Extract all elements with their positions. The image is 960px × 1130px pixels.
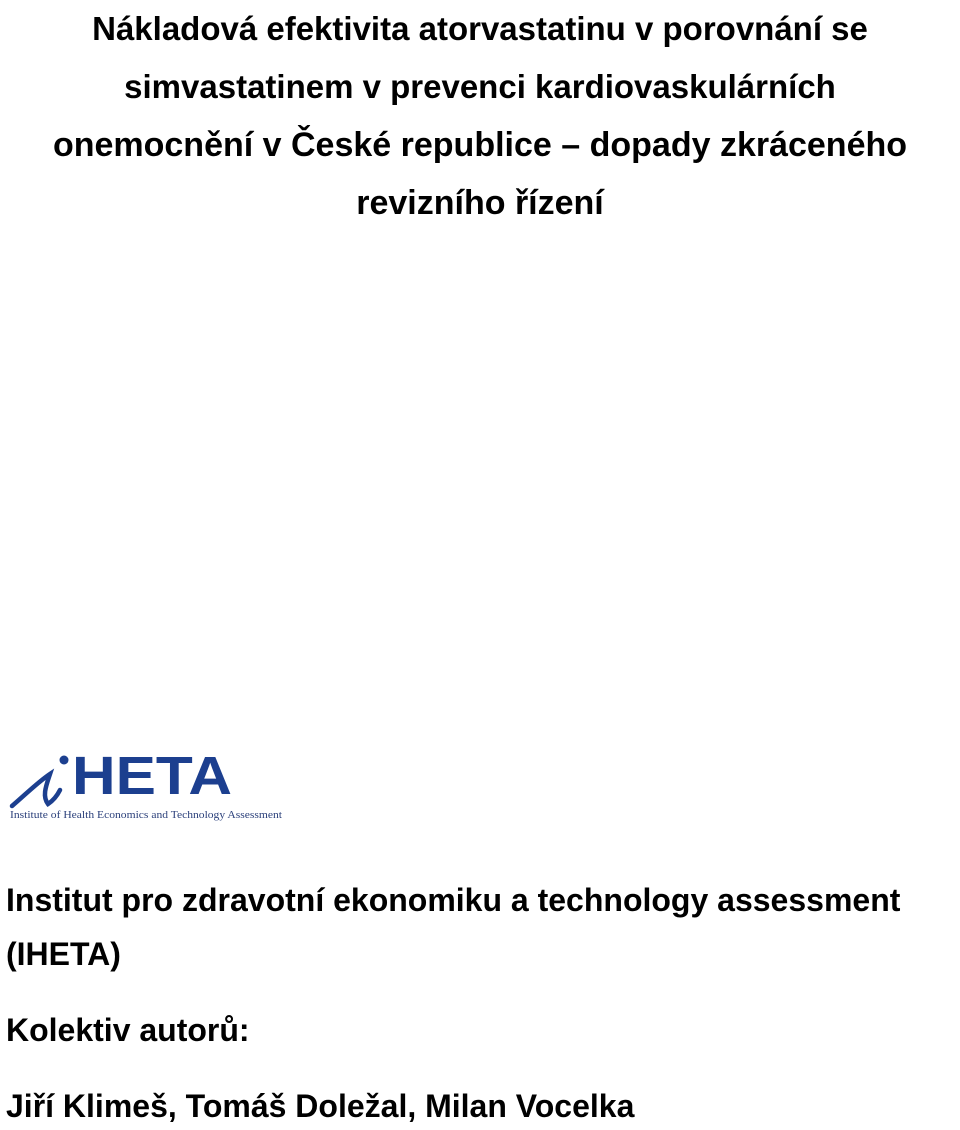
institute-name: Institut pro zdravotní ekonomiku a technology assessment — [6, 882, 901, 918]
iheta-logo-icon — [8, 738, 288, 824]
authors-heading: Kolektiv autorů: — [6, 1012, 250, 1048]
authors-list: Jiří Klimeš, Tomáš Doležal, Milan Vocelka — [6, 1088, 635, 1124]
title-line-3: onemocnění v České republice – dopady zkráceného — [52, 126, 908, 164]
title-line-2: simvastatinem v prevenci kardiovaskulárních — [124, 68, 836, 105]
document-title — [0, 0, 960, 232]
title-line-1: Nákladová efektivita atorvastatinu v porovnání se — [92, 10, 868, 47]
logo-wordmark: HETA — [72, 746, 232, 806]
title-line-4: revizního řízení — [356, 184, 604, 222]
logo-tagline: Institute of Health Economics and Technology Assessment — [10, 810, 283, 821]
institute-abbreviation: (IHETA) — [6, 936, 121, 972]
